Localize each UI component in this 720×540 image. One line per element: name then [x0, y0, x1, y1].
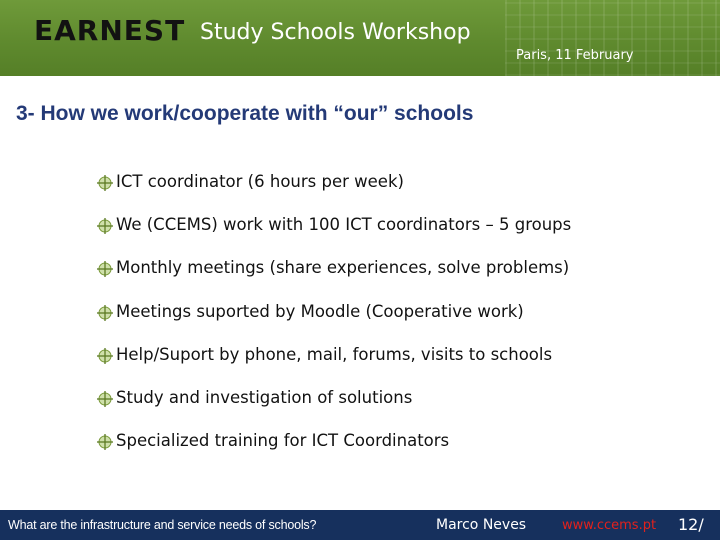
crosshair-bullet-icon: [96, 390, 114, 408]
bullet-text: Meetings suported by Moodle (Cooperative work): [116, 301, 524, 321]
footer-author: Marco Neves: [436, 517, 527, 533]
dateline: Paris, 11 February: [516, 48, 634, 63]
bullet-item: [96, 258, 571, 301]
bullet-list: [96, 172, 571, 474]
footer-website-link[interactable]: www.ccems.pt: [562, 518, 657, 533]
bullet-text: Monthly meetings (share experiences, solve problems): [116, 258, 570, 278]
bullet-text: ICT coordinator (6 hours per week): [116, 172, 404, 191]
bullet-item: [96, 215, 571, 258]
crosshair-bullet-icon: [96, 174, 114, 192]
header-banner: [0, 0, 720, 76]
header-texture: [505, 0, 720, 76]
crosshair-bullet-icon: [96, 347, 114, 365]
slide-title: 3- How we work/cooperate with “our” schools: [16, 102, 474, 125]
bullet-item: [96, 388, 571, 431]
bullet-item: [96, 172, 571, 215]
crosshair-bullet-icon: [96, 260, 114, 278]
bullet-item: [96, 302, 571, 345]
crosshair-bullet-icon: [96, 304, 114, 322]
brand-logo-text: EARNEST: [34, 14, 186, 47]
page-number: 12/: [678, 515, 704, 534]
footer-bar: [0, 510, 720, 540]
crosshair-bullet-icon: [96, 217, 114, 235]
bullet-item: [96, 345, 571, 388]
bullet-text: We (CCEMS) work with 100 ICT coordinators – 5 groups: [116, 215, 572, 235]
bullet-text: Specialized training for ICT Coordinators: [116, 431, 450, 451]
bullet-item: [96, 431, 571, 474]
bullet-text: Help/Suport by phone, mail, forums, visits to schools: [116, 344, 553, 364]
crosshair-bullet-icon: [96, 433, 114, 451]
workshop-title: Study Schools Workshop: [200, 20, 471, 45]
bullet-text: Study and investigation of solutions: [116, 387, 413, 407]
footer-question: What are the infrastructure and service needs of schools?: [8, 518, 317, 532]
